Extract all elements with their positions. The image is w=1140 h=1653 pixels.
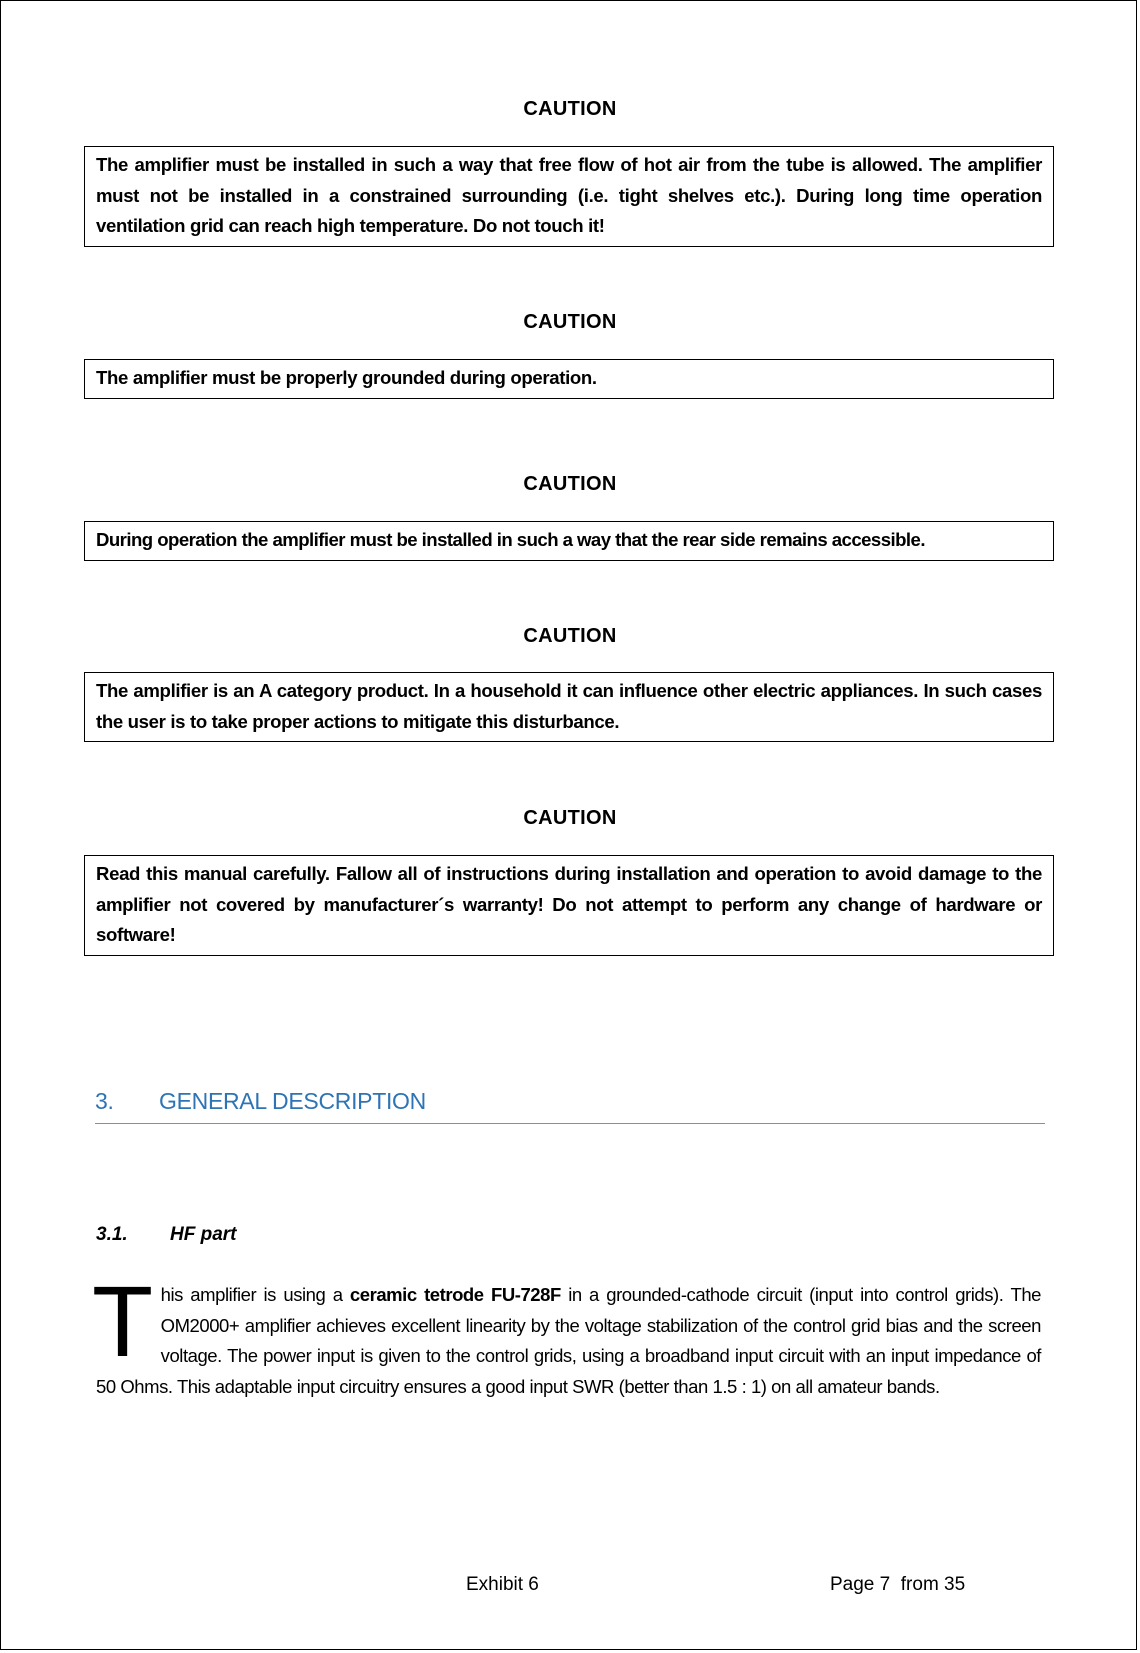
caution-title: CAUTION xyxy=(523,311,617,333)
caution-box: During operation the amplifier must be installed in such a way that the rear side remains accessible. xyxy=(84,521,1054,561)
paragraph-text-start: his amplifier is using a xyxy=(160,1284,350,1305)
subsection-title: HF part xyxy=(170,1224,237,1245)
body-paragraph xyxy=(92,1266,1042,1403)
footer-exhibit: Exhibit 6 xyxy=(466,1574,539,1595)
section-number: 3. xyxy=(95,1088,114,1114)
paragraph-emphasis: ceramic tetrode FU-728F xyxy=(349,1284,561,1305)
caution-box: The amplifier must be properly grounded during operation. xyxy=(84,359,1054,399)
footer-page-number: Page 7 from 35 xyxy=(830,1574,966,1595)
dropcap-letter: T xyxy=(92,1266,153,1378)
caution-title: CAUTION xyxy=(523,473,617,495)
subsection-number: 3.1. xyxy=(96,1224,128,1245)
subsection-heading xyxy=(96,1224,237,1246)
caution-box: The amplifier is an A category product. In a household it can influence other electric appliances. In such cases the user is to take proper actions to mitigate this disturbance. xyxy=(84,672,1054,742)
caution-title: CAUTION xyxy=(523,625,617,647)
caution-title: CAUTION xyxy=(523,807,617,829)
caution-title: CAUTION xyxy=(523,98,617,120)
caution-box: Read this manual carefully. Fallow all of instructions during installation and operation to avoid damage to the amplifier not covered by manufacturer´s warranty! Do not attempt to perform any change of hardware or software! xyxy=(84,855,1054,956)
paragraph-text-rest: in a grounded-cathode circuit (input into control grids). The OM2000+ amplifier achieves excellent linearity by the voltage stabilization of the control grid bias and the screen voltage. The power input is given to the control grids, using a broadband input circuit with an input impedance of 50 Ohms. This adaptable input circuitry ensures a good input SWR (better than 1.5 : 1) on all amateur bands. xyxy=(96,1284,1042,1398)
section-title: GENERAL DESCRIPTION xyxy=(159,1088,426,1114)
section-heading xyxy=(95,1088,1045,1124)
caution-box: The amplifier must be installed in such a way that free flow of hot air from the tube is allowed. The amplifier must not be installed in a constrained surrounding (i.e. tight shelves etc.). During long time operation ventilation grid can reach high temperature. Do not touch it! xyxy=(84,146,1054,247)
